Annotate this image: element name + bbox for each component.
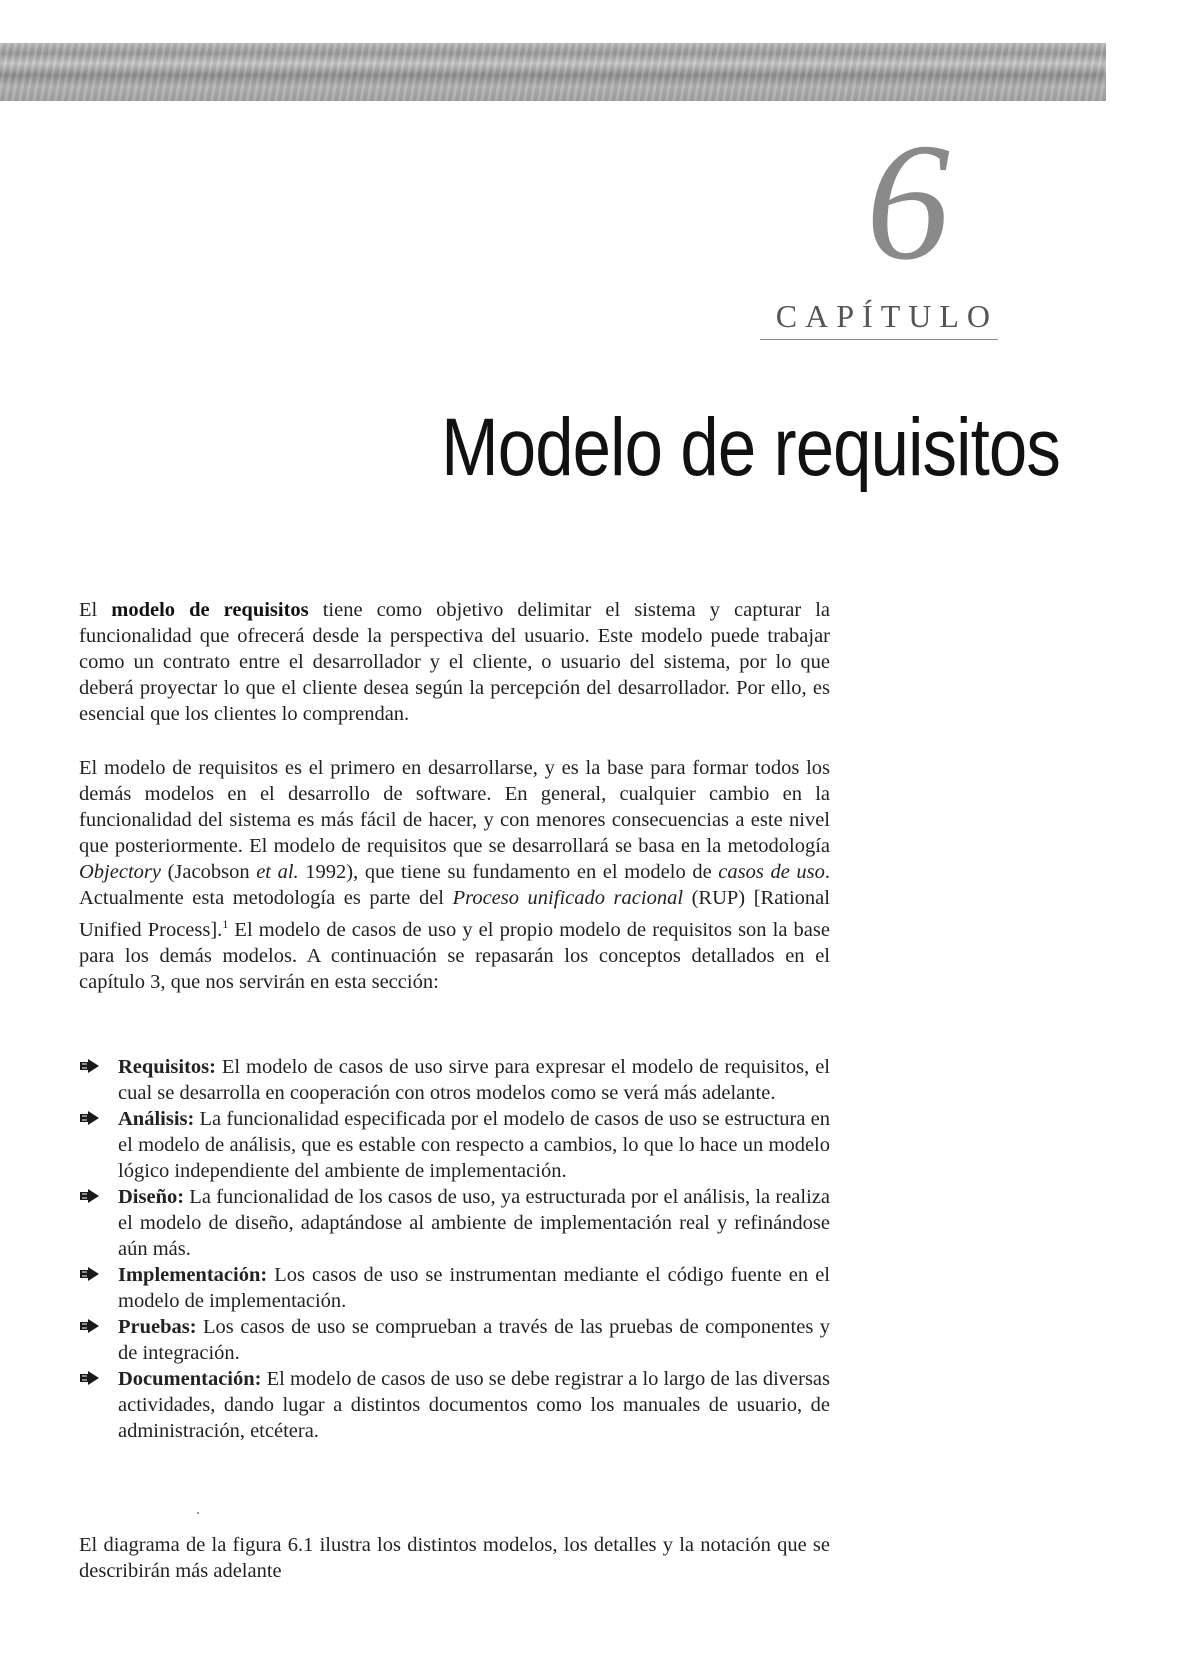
intro-rest: tiene como objetivo delimitar el sistema y capturar la funcionalidad que ofrecerá desde la perspectiva del usuario. Este modelo puede trabajar como un contrato entre el desarrollador y el cliente, o usuario del sistema, por lo que deberá proyectar lo que el cliente desea según la percepción del desarrollador. Por ello, es esencial que los clientes lo comprendan. (79, 599, 831, 725)
chapter-header-band (0, 43, 1106, 101)
chapter-title: Modelo de requisitos (441, 402, 1060, 493)
list-text: Los casos de uso se comprueban a través de las pruebas de componentes y de integración. (118, 1316, 830, 1364)
list-term: Pruebas: (118, 1316, 197, 1338)
method-text-4: . Actualmente esta metodología es parte del (79, 861, 831, 909)
method-text-3: 1992), que tiene su fundamento en el modelo de (298, 861, 719, 883)
intro-lead: El (79, 599, 112, 621)
method-text-6: El modelo de casos de uso y el propio modelo de requisitos son la base para los demás modelos. A continuación se repasarán los conceptos detallados en el capítulo 3, que nos servirán en esta sección: (79, 918, 830, 993)
hand-pointer-icon (79, 1186, 101, 1206)
intro-bold-term: modelo de requisitos (111, 599, 309, 621)
chapter-number: 6 (866, 109, 950, 295)
intro-paragraph (79, 597, 830, 727)
print-speck (197, 1512, 199, 1514)
list-text: Los casos de uso se instrumentan mediante el código fuente en el modelo de implementación. (118, 1264, 830, 1312)
footnote-marker[interactable]: 1 (222, 917, 229, 931)
list-item-diseno (79, 1184, 830, 1262)
list-text: La funcionalidad especificada por el modelo de casos de uso se estructura en el modelo de análisis, que es estable con respecto a cambios, lo que lo hace un modelo lógico independiente del ambiente de implementación. (118, 1108, 830, 1182)
list-term: Documentación: (118, 1368, 262, 1390)
list-item-analisis (79, 1106, 830, 1184)
model-list (79, 1054, 830, 1444)
method-text-5: (RUP) [Rational Unified Process]. (79, 887, 830, 941)
hand-pointer-icon (79, 1368, 101, 1388)
chapter-label: CAPÍTULO (760, 298, 998, 340)
list-item-documentacion (79, 1366, 830, 1444)
list-term: Implementación: (118, 1264, 268, 1286)
method-text-1: El modelo de requisitos es el primero en desarrollarse, y es la base para formar todos los demás modelos en el desarrollo de software. En general, cualquier cambio en la funcionalidad del sistema es más fácil de hacer, y con menores consecuencias a este nivel que posteriormente. El modelo de requisitos que se desarrollará se basa en la metodología (79, 757, 830, 857)
list-term: Análisis: (118, 1108, 195, 1130)
method-italic-rup: Proceso unificado racional (452, 887, 684, 909)
list-text: El modelo de casos de uso sirve para expresar el modelo de requisitos, el cual se desarrolla en cooperación con otros modelos como se verá más adelante. (118, 1056, 830, 1104)
list-text: El modelo de casos de uso se debe registrar a lo largo de las diversas actividades, dando lugar a distintos documentos como los manuales de usuario, de administración, etcétera. (118, 1368, 830, 1442)
method-italic-objectory: Objectory (79, 861, 161, 883)
list-item-requisitos (79, 1054, 830, 1106)
hand-pointer-icon (79, 1316, 101, 1336)
method-italic-etal: et al. (256, 861, 299, 883)
method-text-2: (Jacobson (160, 861, 257, 883)
list-item-implementacion (79, 1262, 830, 1314)
method-italic-casos-de-uso: casos de uso (718, 861, 825, 883)
list-item-pruebas (79, 1314, 830, 1366)
hand-pointer-icon (79, 1264, 101, 1284)
hand-pointer-icon (79, 1056, 101, 1076)
methodology-paragraph (79, 755, 830, 995)
figure-reference-paragraph: El diagrama de la figura 6.1 ilustra los distintos modelos, los detalles y la notación que se describirán más adelante (79, 1534, 830, 1582)
list-term: Diseño: (118, 1186, 185, 1208)
list-text: La funcionalidad de los casos de uso, ya estructurada por el análisis, la realiza el modelo de diseño, adaptándose al ambiente de implementación real y refinándose aún más. (118, 1186, 830, 1260)
hand-pointer-icon (79, 1108, 101, 1128)
list-term: Requisitos: (118, 1056, 216, 1078)
